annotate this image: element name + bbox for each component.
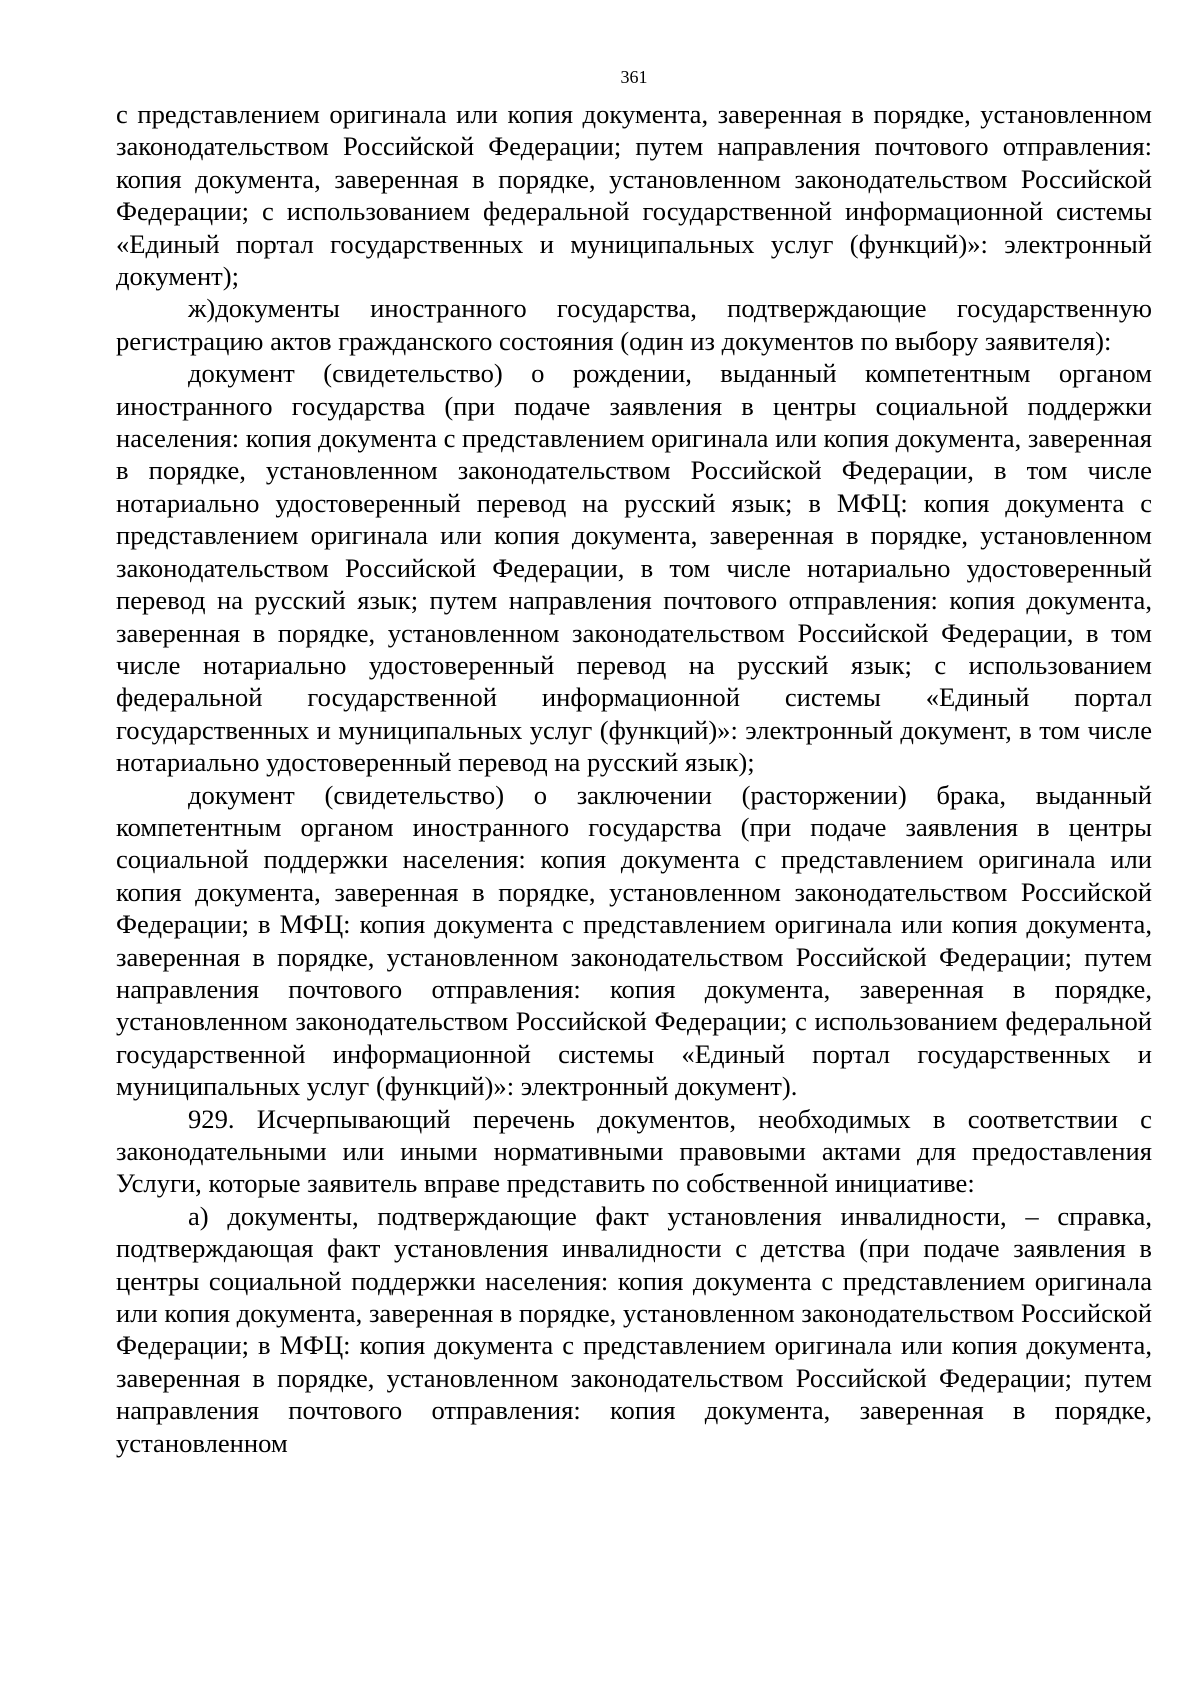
- paragraph-item-zh: ж)документы иностранного государства, подтверждающие государственную регистрацию актов гражданского состояния (один из документов по выбору заявителя):: [116, 293, 1152, 356]
- paragraph-birth-certificate: документ (свидетельство) о рождении, выданный компетентным органом иностранного государства (при подаче заявления в центры социальной поддержки населения: копия документа с представлением оригинала или копия документа, заверенная в порядке, установленном законодательством Российской Федерации, в том числе нотариально удостоверенный перевод на русский язык; в МФЦ: копия документа с представлением оригинала или копия документа, заверенная в порядке, установленном законодательством Российской Федерации, в том числе нотариально удостоверенный перевод на русский язык; путем направления почтового отправления: копия документа, заверенная в порядке, установленном законодательством Российской Федерации, в том числе нотариально удостоверенный перевод на русский язык; с использованием федеральной государственной информационной системы «Единый портал государственных и муниципальных услуг (функций)»: электронный документ, в том числе нотариально удостоверенный перевод на русский язык);: [116, 358, 1152, 778]
- document-page: [116, 66, 1152, 1459]
- page-number: 361: [620, 67, 648, 87]
- paragraph-929: 929. Исчерпывающий перечень документов, необходимых в соответствии с законодательными или иными нормативными правовыми актами для предоставления Услуги, которые заявитель вправе представить по собственной инициативе:: [116, 1103, 1152, 1199]
- paragraph-marriage-certificate: документ (свидетельство) о заключении (расторжении) брака, выданный компетентным органом иностранного государства (при подаче заявления в центры социальной поддержки населения: копия документа с представлением оригинала или копия документа, заверенная в порядке, установленном законодательством Российской Федерации; в МФЦ: копия документа с представлением оригинала или копия документа, заверенная в порядке, установленном законодательством Российской Федерации; путем направления почтового отправления: копия документа, заверенная в порядке, установленном законодательством Российской Федерации; с использованием федеральной государственной информационной системы «Единый портал государственных и муниципальных услуг (функций)»: электронный документ).: [116, 779, 1152, 1102]
- paragraph-continuation: с представлением оригинала или копия документа, заверенная в порядке, установленном законодательством Российской Федерации; путем направления почтового отправления: копия документа, заверенная в порядке, установленном законодательством Российской Федерации; с использованием федеральной государственной информационной системы «Единый портал государственных и муниципальных услуг (функций)»: электронный документ);: [116, 99, 1152, 292]
- paragraph-item-a: а) документы, подтверждающие факт установления инвалидности, – справка, подтверждающая факт установления инвалидности с детства (при подаче заявления в центры социальной поддержки населения: копия документа с представлением оригинала или копия документа, заверенная в порядке, установленном законодательством Российской Федерации; в МФЦ: копия документа с представлением оригинала или копия документа, заверенная в порядке, установленном законодательством Российской Федерации; путем направления почтового отправления: копия документа, заверенная в порядке, установленном: [116, 1200, 1152, 1458]
